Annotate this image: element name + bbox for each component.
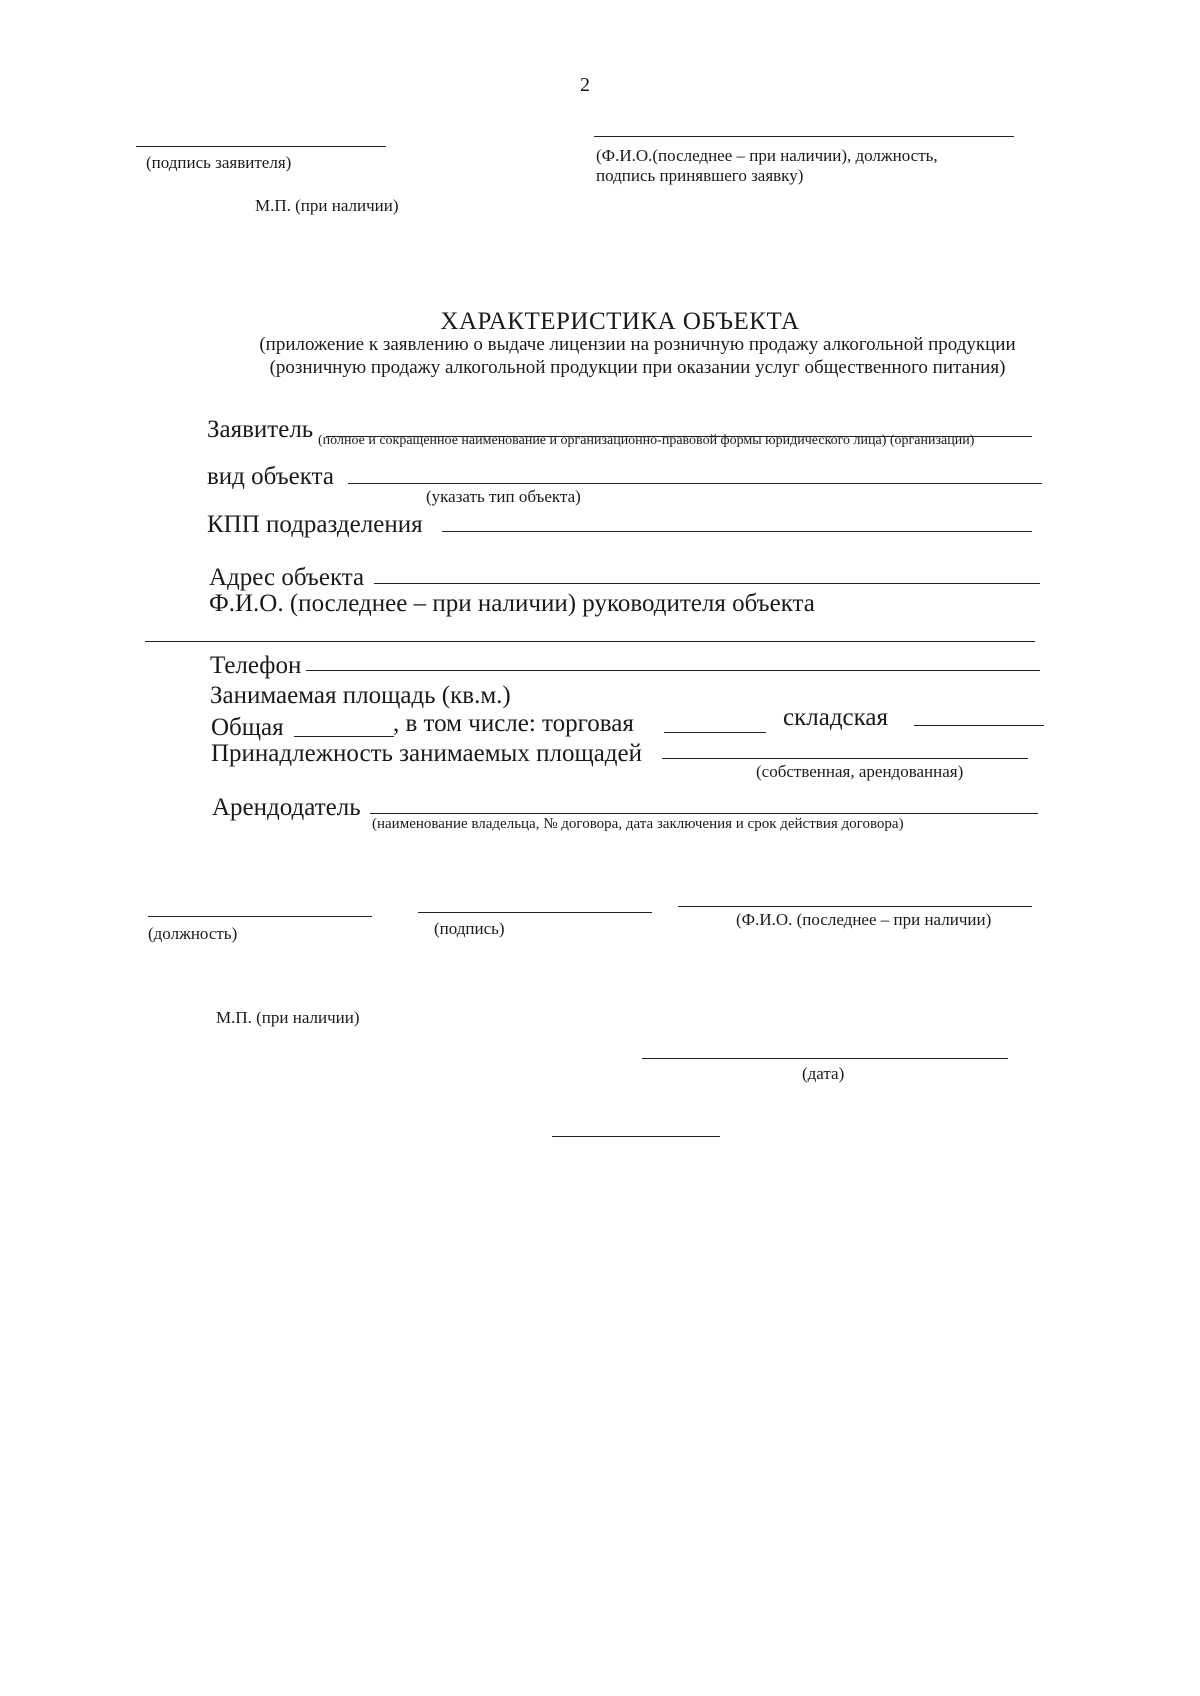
document-title: ХАРАКТЕРИСТИКА ОБЪЕКТА <box>440 308 800 335</box>
receiver-caption-line2: подпись принявшего заявку) <box>596 166 804 185</box>
address-input-line[interactable] <box>374 583 1040 584</box>
applicant-signature-caption: (подпись заявителя) <box>146 153 292 172</box>
storage-area-input-line[interactable] <box>914 725 1044 726</box>
trade-area-label: , в том числе: торговая <box>393 710 634 737</box>
subtitle-line2: (розничную продажу алкогольной продукции при оказании услуг общественного питания) <box>269 357 1006 378</box>
lessor-label: Арендодатель <box>212 794 361 821</box>
position-caption: (должность) <box>148 924 238 943</box>
phone-input-line[interactable] <box>306 670 1040 671</box>
total-area-input-line[interactable] <box>294 736 394 737</box>
stamp-bottom: М.П. (при наличии) <box>216 1008 360 1027</box>
stamp-top: М.П. (при наличии) <box>255 196 399 215</box>
position-signature-line <box>148 916 372 917</box>
date-caption: (дата) <box>802 1064 845 1083</box>
ownership-input-line[interactable] <box>662 758 1028 759</box>
object-type-input-line[interactable] <box>348 483 1042 484</box>
applicant-hint: (полное и сокращенное наименование и организационно-правовой формы юридического лица) (организации) <box>318 433 975 448</box>
area-label: Занимаемая площадь (кв.м.) <box>210 682 511 709</box>
object-type-label: вид объекта <box>207 463 334 490</box>
ownership-label: Принадлежность занимаемых площадей <box>211 740 642 767</box>
name-signature-line <box>678 906 1032 907</box>
signature-line <box>418 912 652 913</box>
date-line <box>642 1058 1008 1059</box>
trade-area-input-line[interactable] <box>664 732 766 733</box>
manager-label: Ф.И.О. (последнее – при наличии) руководителя объекта <box>209 590 815 617</box>
kpp-input-line[interactable] <box>442 531 1032 532</box>
end-divider <box>552 1136 720 1137</box>
address-label: Адрес объекта <box>209 564 365 591</box>
ownership-hint: (собственная, арендованная) <box>756 762 964 781</box>
name-caption: (Ф.И.О. (последнее – при наличии) <box>736 910 992 929</box>
receiver-caption-line1: (Ф.И.О.(последнее – при наличии), должность, <box>596 146 938 165</box>
storage-area-label: складская <box>783 704 888 731</box>
lessor-input-line[interactable] <box>370 813 1038 814</box>
applicant-signature-line <box>136 146 386 147</box>
phone-label: Телефон <box>210 652 302 679</box>
lessor-hint: (наименование владельца, № договора, дата заключения и срок действия договора) <box>372 816 904 832</box>
page-number: 2 <box>580 74 590 96</box>
object-type-hint: (указать тип объекта) <box>426 487 581 506</box>
signature-caption: (подпись) <box>434 919 505 938</box>
receiver-signature-line <box>594 136 1014 137</box>
kpp-label: КПП подразделения <box>207 511 423 538</box>
total-area-label: Общая <box>211 714 284 741</box>
manager-input-line[interactable] <box>145 641 1035 642</box>
subtitle-line1: (приложение к заявлению о выдаче лицензии на розничную продажу алкогольной продукции <box>259 334 1016 355</box>
applicant-label: Заявитель <box>207 416 314 443</box>
